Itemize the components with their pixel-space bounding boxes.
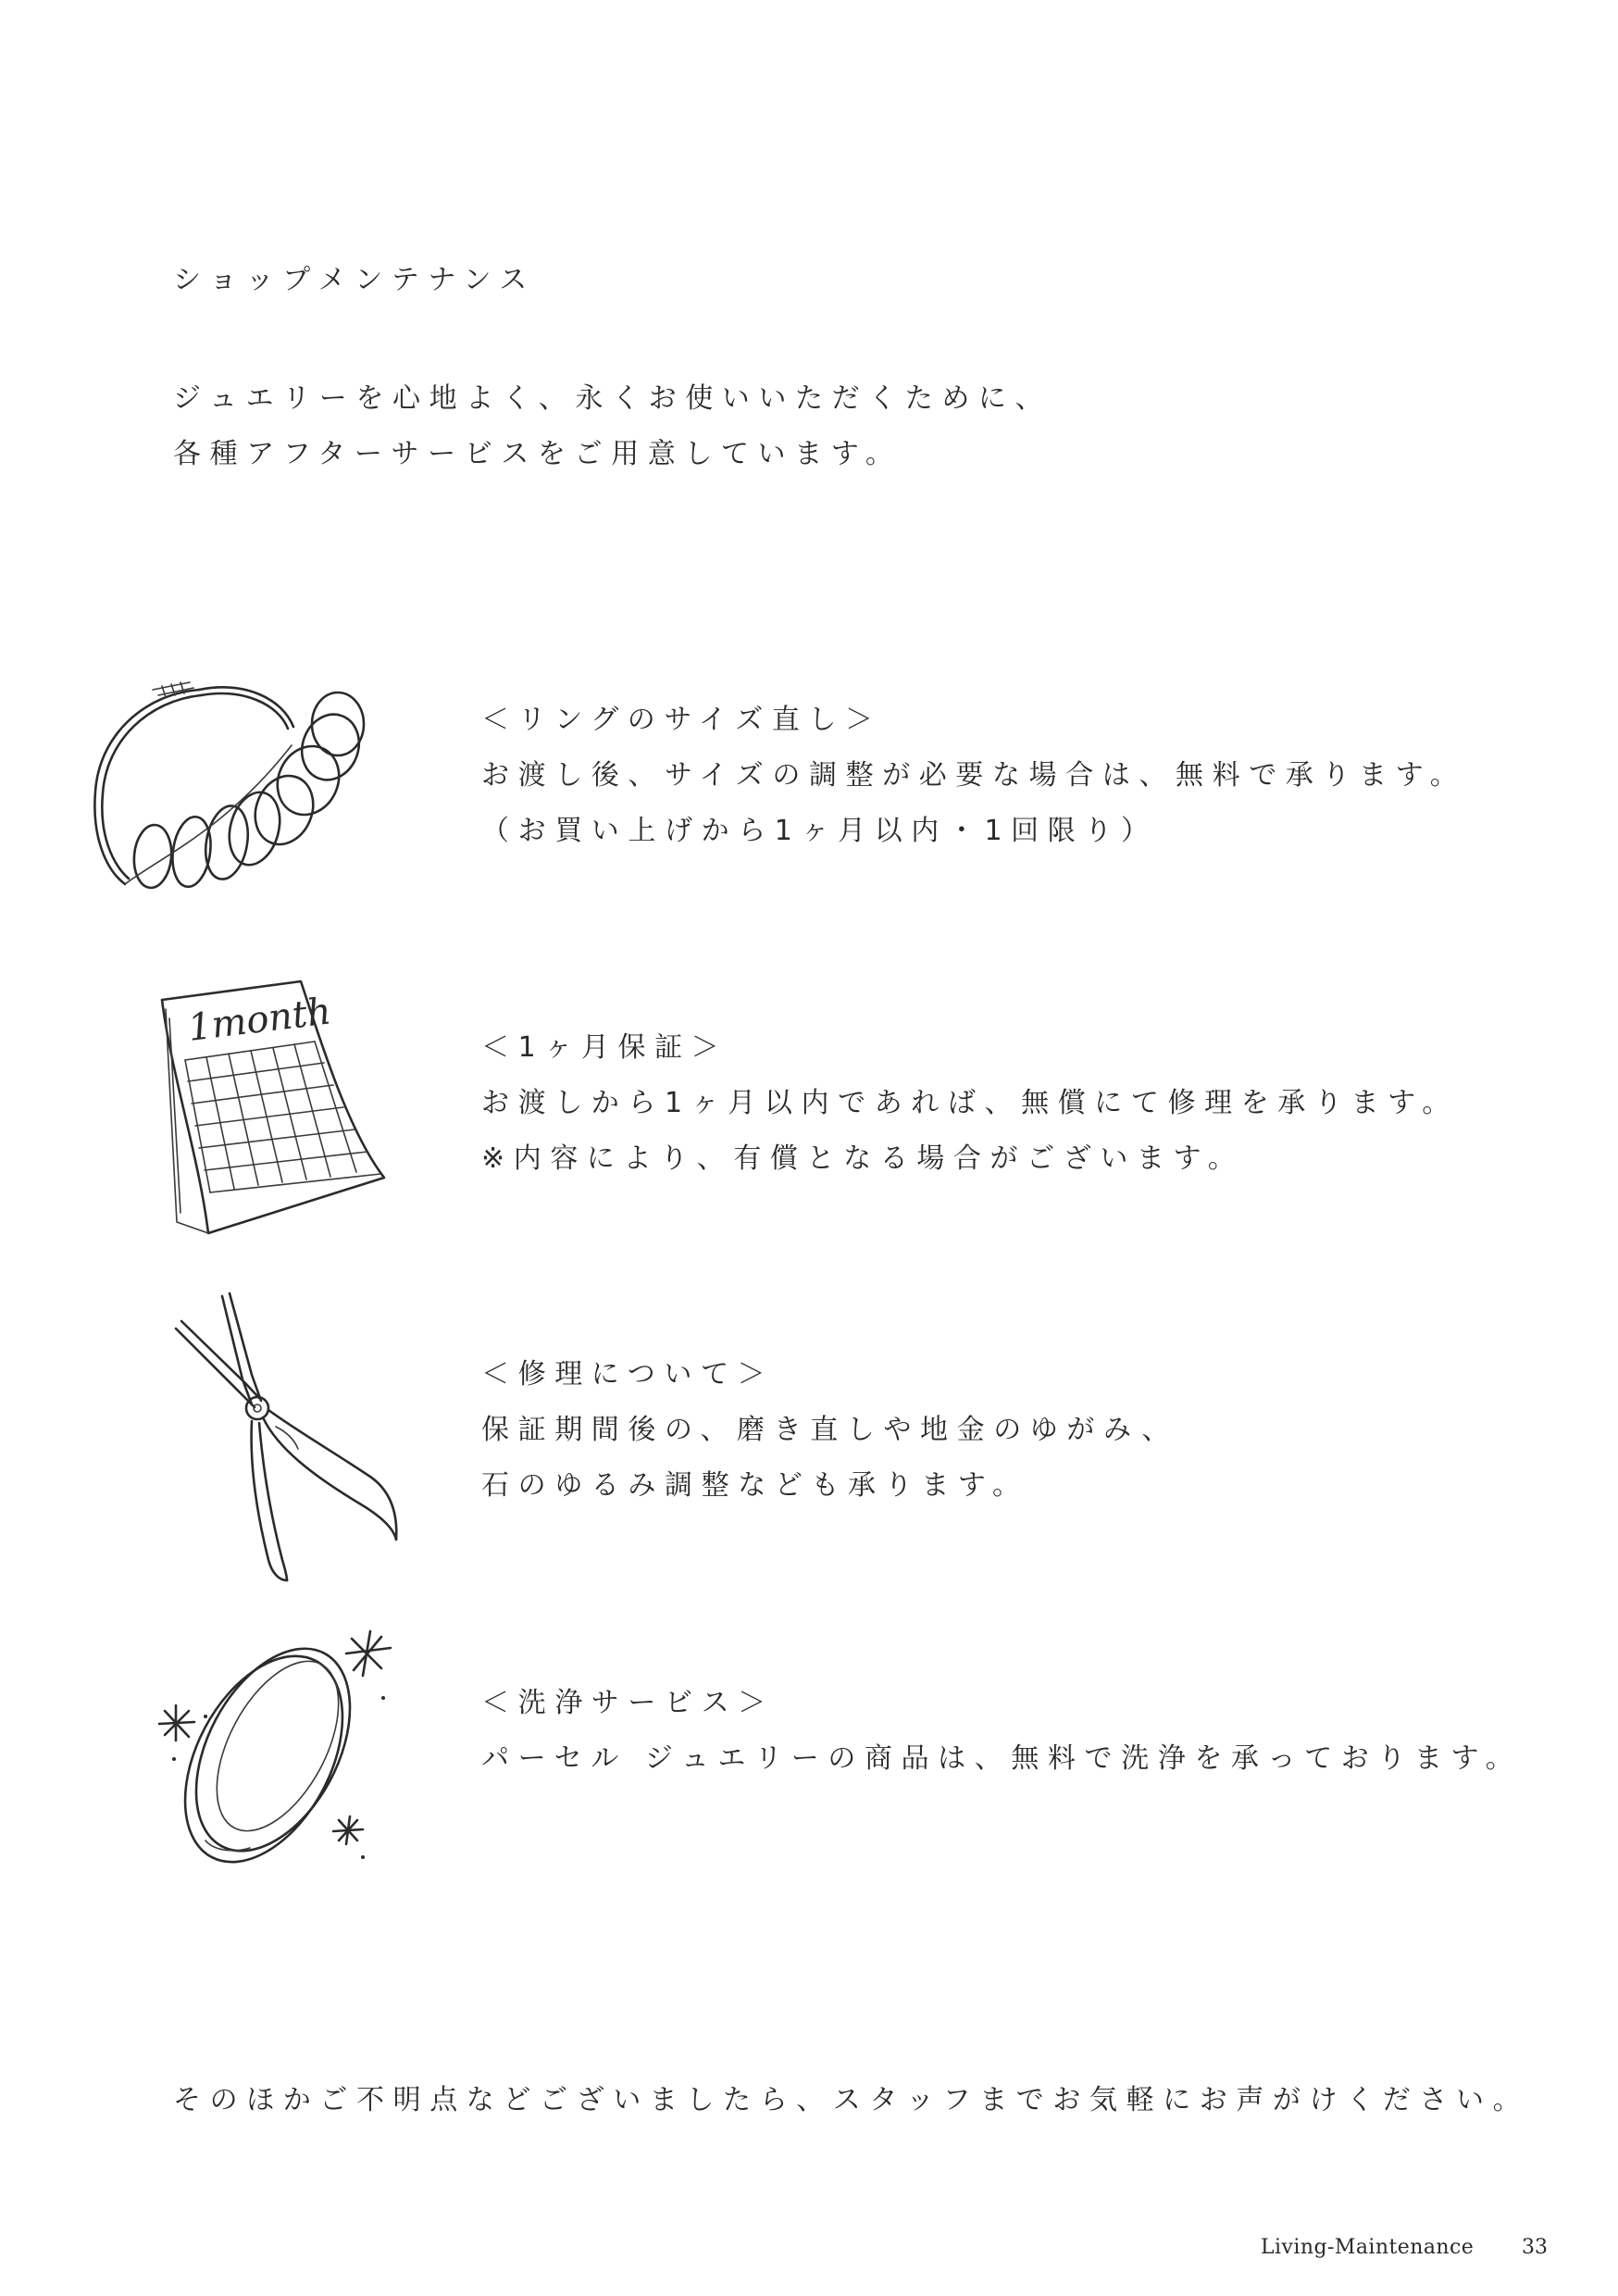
sparkle-icon <box>333 1816 363 1844</box>
section-line: 石のゆるみ調整なども承ります。 <box>481 1469 1029 1502</box>
pliers-icon <box>167 1292 407 1588</box>
intro-line: 各種アフターサービスをご用意しています。 <box>173 438 902 470</box>
section-line: （お買い上げから1ヶ月以内・1回限り） <box>481 815 1158 847</box>
sparkle-icon <box>159 1705 194 1741</box>
section-line: お渡しから1ヶ月以内であれば、無償にて修理を承ります。 <box>481 1087 1459 1119</box>
page-title: ショップメンテナンス <box>173 264 536 296</box>
calendar-icon <box>153 972 393 1241</box>
section-heading: ＜修理について＞ <box>481 1358 775 1391</box>
section-ring-resize <box>481 706 1466 873</box>
page-number: 33 <box>1522 2236 1548 2259</box>
section-heading: ＜1ヶ月保証＞ <box>481 1031 728 1064</box>
closing-note: そのほかご不明点などございましたら、スタッフまでお気軽にお声がけください。 <box>173 2084 1530 2116</box>
section-heading: ＜リングのサイズ直し＞ <box>481 704 882 736</box>
section-heading: ＜洗浄サービス＞ <box>481 1687 775 1719</box>
sparkle-icon <box>346 1631 391 1676</box>
intro-text <box>173 382 1052 496</box>
section-line: ※内容により、有償となる場合がございます。 <box>481 1142 1245 1175</box>
footer-label: Living-Maintenance <box>1261 2236 1475 2259</box>
sparkling-ring-icon <box>148 1620 398 1889</box>
section-line: パーセル ジュエリーの商品は、無料で洗浄を承っております。 <box>481 1742 1523 1775</box>
section-cleaning <box>481 1687 1523 1801</box>
ring-sizer-icon <box>88 662 393 912</box>
calendar-month-label: 1month <box>185 990 334 1050</box>
section-line: 保証期間後の、磨き直しや地金のゆがみ、 <box>481 1414 1178 1446</box>
section-one-month-warranty <box>481 1031 1459 1201</box>
intro-line: ジュエリーを心地よく、永くお使いいただくために、 <box>173 382 1052 415</box>
section-line: お渡し後、サイズの調整が必要な場合は、無料で承ります。 <box>481 759 1467 792</box>
section-repair <box>481 1358 1178 1528</box>
